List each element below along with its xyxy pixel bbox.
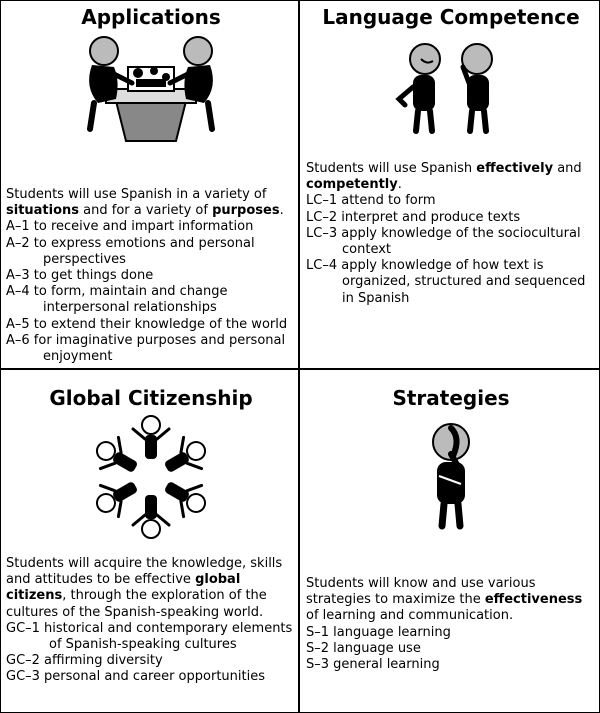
language-competence-intro: Students will use Spanish effectively and competently. bbox=[306, 161, 582, 193]
thinking-person-icon bbox=[411, 420, 491, 532]
applications-intro: Students will use Spanish in a variety of situations and for a variety of purposes. bbox=[6, 187, 284, 219]
language-competence-item: LC–2 interpret and produce texts bbox=[306, 209, 521, 225]
language-competence-item: LC–1 attend to form bbox=[306, 193, 436, 209]
strategies-body bbox=[306, 576, 596, 673]
language-competence-title: Language Competence bbox=[322, 5, 580, 29]
global-citizenship-cell bbox=[6, 386, 296, 686]
strategies-item: S–1 language learning bbox=[306, 624, 451, 640]
global-citizenship-item: GC–3 personal and career opportunities bbox=[6, 669, 265, 685]
applications-item: A–6 for imaginative purposes and personal enjoyment bbox=[6, 332, 286, 365]
circle-of-people-icon bbox=[86, 412, 216, 542]
global-citizenship-body bbox=[6, 556, 296, 686]
two-people-talking-icon bbox=[391, 39, 511, 139]
people-around-table-icon bbox=[76, 29, 226, 157]
strategies-intro: Students will know and use various strategies to maximize the effectiveness of learning and communication. bbox=[306, 576, 583, 624]
language-competence-body bbox=[306, 161, 596, 307]
applications-item: A–4 to form, maintain and change interpersonal relationships bbox=[6, 284, 228, 316]
applications-item: A–1 to receive and impart information bbox=[6, 219, 254, 235]
applications-item: A–5 to extend their knowledge of the world bbox=[6, 316, 288, 332]
vertical-divider bbox=[298, 0, 300, 713]
global-citizenship-title: Global Citizenship bbox=[49, 386, 253, 410]
language-competence-cell bbox=[306, 5, 596, 307]
strategies-title: Strategies bbox=[392, 386, 510, 410]
applications-title: Applications bbox=[81, 5, 221, 29]
strategies-item: S–3 general learning bbox=[306, 657, 440, 673]
applications-item: A–2 to express emotions and personal perspectives bbox=[6, 235, 255, 267]
applications-item: A–3 to get things done bbox=[6, 268, 154, 284]
strategies-cell bbox=[306, 386, 596, 673]
language-competence-item: LC–4 apply knowledge of how text is organized, structured and sequenced in Spanish bbox=[306, 258, 586, 306]
applications-body bbox=[6, 187, 296, 365]
global-citizenship-item: GC–2 affirming diversity bbox=[6, 653, 163, 669]
language-competence-item: LC–3 apply knowledge of the sociocultural context bbox=[306, 225, 581, 258]
strategies-item: S–2 language use bbox=[306, 640, 421, 656]
applications-cell bbox=[6, 5, 296, 365]
global-citizenship-intro: Students will acquire the knowledge, skills and attitudes to be effective global citizens, through the exploration of the cultures of the Spanish-speaking world. bbox=[6, 556, 283, 620]
global-citizenship-item: GC–1 historical and contemporary elements of Spanish-speaking cultures bbox=[6, 620, 293, 653]
horizontal-divider bbox=[0, 368, 600, 370]
